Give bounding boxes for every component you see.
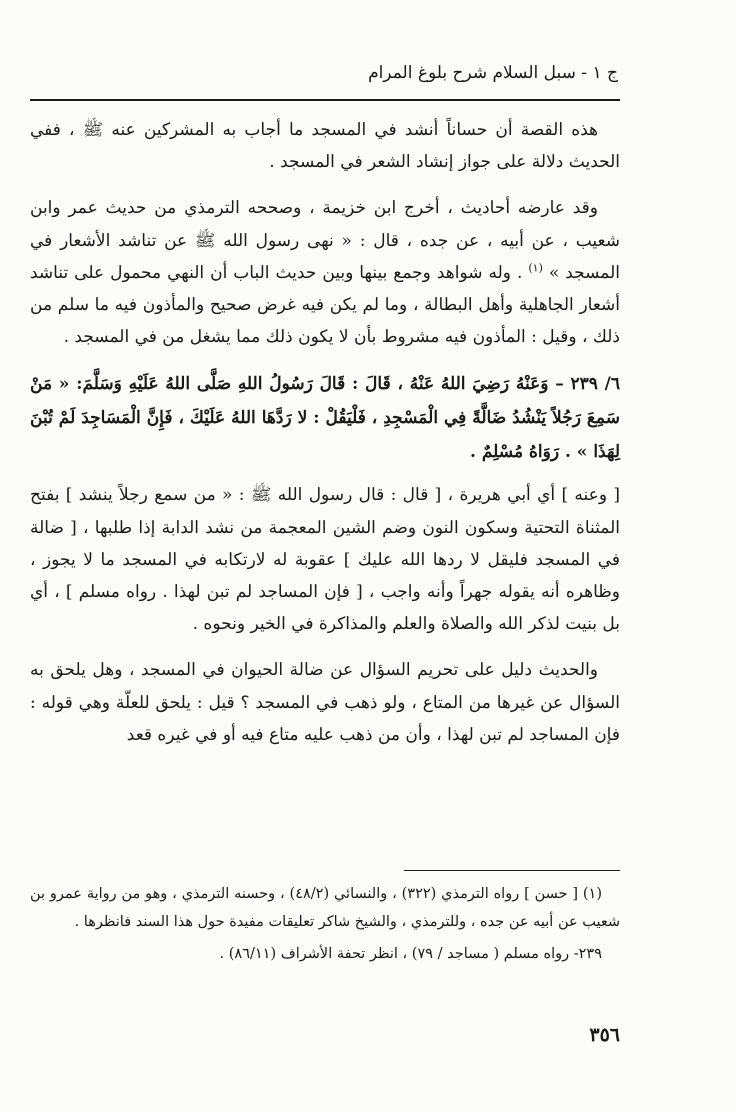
hadith-text: – وَعَنْهُ رَضِيَ اللهُ عَنْهُ ، قَالَ : قَالَ رَسُولُ اللهِ صَلَّى اللهُ عَلَيْهِ وَسَلَّمَ: « مَنْ سَمِعَ رَجُلاً يَنْشُدُ ضَالَّةً فِي الْمَسْجِدِ ، فَلْيَقُلْ : لا رَدَّهَا اللهُ عَلَيْكَ ، فَإِنَّ الْمَسَاجِدَ لَمْ تُبْنَ لِهَذَا » . رَوَاهُ مُسْلِمٌ . [30, 374, 620, 463]
running-header: ج ١ - سبل السلام شرح بلوغ المرام [368, 63, 618, 83]
footnote: (١) [ حسن ] رواه الترمذي (٣٢٢) ، والنسائي (٤٨/٢) ، وحسنه الترمذي ، وهو من رواية عمرو بن شعيب عن أبيه عن جده ، وللترمذي ، والشيخ شاكر تعليقات مفيدة حول هذا السند فانظرها . [30, 886, 620, 930]
paragraph: والحديث دليل على تحريم السؤال عن ضالة الحيوان في المسجد ، وهل يلحق به السؤال عن غيرها من المتاع ، ولو ذهب في المسجد ؟ قيل : يلحق للعلّة وهي قوله : فإن المساجد لم تبن لهذا ، وأن من ذهب عليه متاع فيه أو في غيره قعد [30, 660, 620, 745]
hadith [30, 367, 620, 469]
paragraph [30, 192, 620, 353]
paragraph: هذه القصة أن حساناً أنشد في المسجد ما أجاب به المشركين عنه ﷺ ، ففي الحديث دلالة على جواز إنشاد الشعر في المسجد . [30, 120, 620, 173]
page-number: ٣٥٦ [589, 1024, 620, 1046]
paragraph-text: . وله شواهد وجمع بينها وبين حديث الباب أن النهي محمول على تناشد أشعار الجاهلية وأهل البطالة ، وما لم يكن فيه غرض صحيح والمأذون فيه ما سلم من ذلك ، وقيل : المأذون فيه مشروط بأن لا يكون ذلك مما يشغل من في المسجد . [30, 262, 620, 348]
commentary: [ وعنه ] أي أبي هريرة ، [ قال : قال رسول الله ﷺ : « من سمع رجلاً ينشد ] بفتح المثناة التحتية وسكون النون وضم الشين المعجمة من نشد الدابة إذا طلبها ، [ ضالة في المسجد فليقل لا ردها الله عليك ] عقوبة له لارتكابه في المسجد ما لا يجوز ، وظاهره أنه يقوله جهراً وأنه واجب ، [ فإن المساجد لم تبن لهذا . رواه مسلم ] ، أي بل بنيت لذكر الله والصلاة والعلم والمذاكرة في الخير ونحوه . [30, 485, 620, 635]
footnote: ٢٣٩- رواه مسلم ( مساجد / ٧٩) ، انظر تحفة الأشراف (٨٦/١١) . [219, 946, 602, 962]
footnote-rule [404, 870, 620, 871]
main-text [30, 114, 620, 765]
paragraph-text: وقد عارضه أحاديث ، أخرج ابن خزيمة ، وصححه الترمذي من حديث عمر وابن شعيب ، عن أبيه ، عن جده ، قال : « نهى رسول الله ﷺ عن تناشد الأشعار في المسجد » [30, 198, 621, 283]
hadith-number: ٦/ ٢٣٩ [570, 374, 620, 395]
footnote-reference[interactable]: (١) [528, 261, 543, 275]
header-rule [30, 99, 620, 101]
footnotes [30, 880, 620, 968]
